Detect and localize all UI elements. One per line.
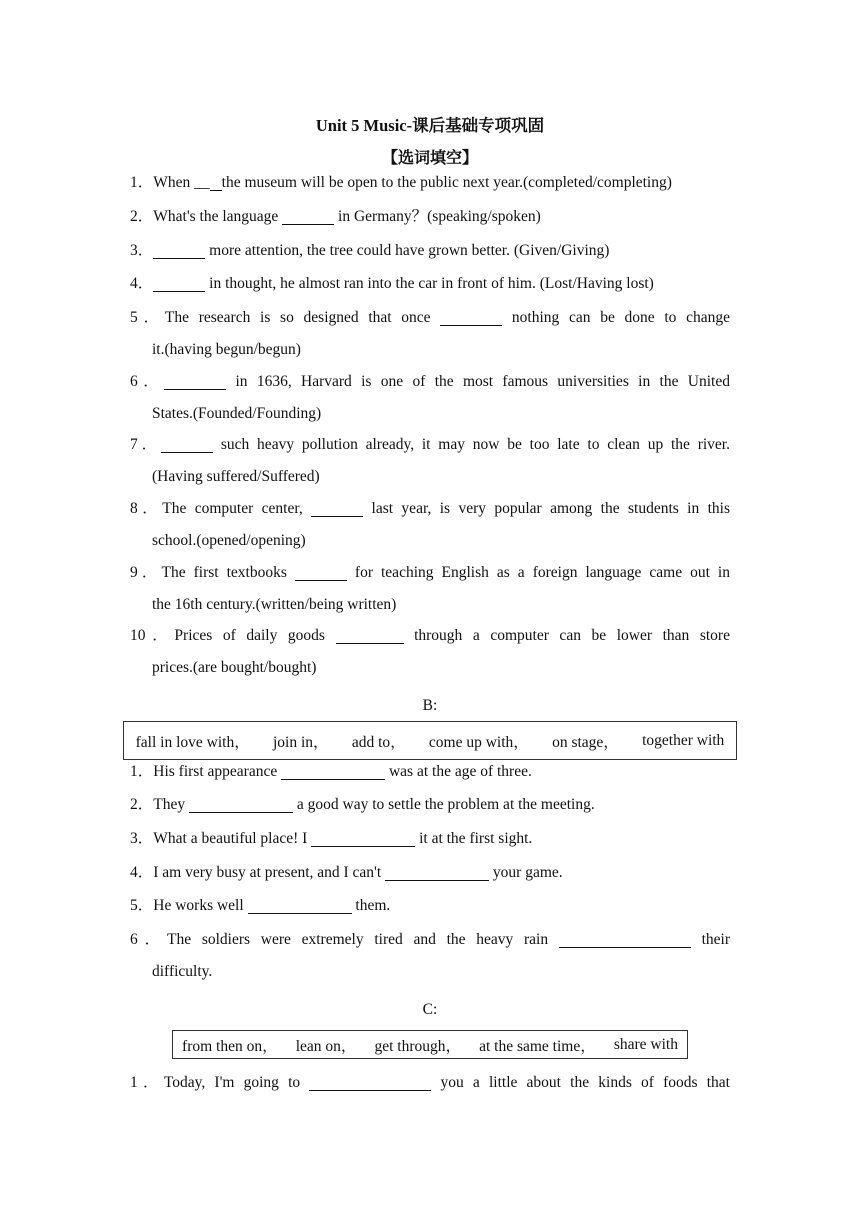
question-a7: 7． such heavy pollution already, it may now be too late to clean up the river. (Having suffered/Suffered) (130, 436, 730, 485)
page-title: Unit 5 Music-课后基础专项巩固 (315, 116, 545, 135)
answer-blank[interactable] (309, 1072, 431, 1091)
question-a9: 9．The first textbooks for teaching English as a foreign language came out in the 16th century.(written/being written) (130, 564, 730, 613)
question-a5: 5．The research is so designed that once nothing can be done to change it.(having begun/begun) (130, 309, 730, 358)
word-option: lean on， (295, 1037, 357, 1055)
answer-blank[interactable] (161, 434, 213, 453)
section-b-label: B: (422, 697, 438, 714)
question-a2: 2．What's the language in Germany？(speaking/spoken) (130, 208, 541, 225)
answer-blank[interactable] (559, 929, 691, 948)
answer-blank[interactable] (281, 761, 385, 780)
answer-blank[interactable] (385, 862, 489, 881)
answer-blank[interactable] (311, 828, 415, 847)
word-option: fall in love with， (135, 733, 250, 751)
question-b2: 2．They a good way to settle the problem at the meeting. (130, 796, 595, 813)
question-b3: 3．What a beautiful place! I it at the first sight. (130, 830, 533, 847)
word-option: from then on， (182, 1037, 278, 1055)
question-a1: 1．When __ the museum will be open to the public next year.(completed/completing) (130, 174, 672, 191)
word-bank-c (172, 1030, 688, 1059)
question-a3: 3． more attention, the tree could have grown better. (Given/Giving) (130, 242, 610, 259)
question-a8: 8．The computer center, last year, is very popular among the students in this school.(opened/opening) (130, 500, 730, 549)
question-b4: 4．I am very busy at present, and I can't your game. (130, 864, 563, 881)
question-c1: 1．Today, I'm going to you a little about the kinds of foods that (130, 1074, 730, 1091)
answer-blank[interactable] (282, 206, 334, 225)
question-a10: 10．Prices of daily goods through a computer can be lower than store prices.(are bought/bought) (130, 627, 730, 676)
word-option: come up with， (428, 733, 529, 751)
question-b1: 1．His first appearance was at the age of three. (130, 763, 532, 780)
answer-blank[interactable] (164, 371, 226, 390)
word-option: add to， (351, 733, 406, 751)
section-heading: 【选词填空】 (381, 150, 478, 167)
question-a4: 4． in thought, he almost ran into the car in front of him. (Lost/Having lost) (130, 275, 654, 292)
answer-blank[interactable] (440, 307, 502, 326)
section-c-label: C: (422, 1001, 438, 1018)
answer-blank[interactable] (153, 273, 205, 292)
answer-blank[interactable] (336, 625, 404, 644)
answer-blank[interactable] (189, 794, 293, 813)
answer-blank[interactable] (248, 895, 352, 914)
word-option: join in， (273, 733, 329, 751)
word-option: get through， (374, 1037, 461, 1055)
word-option: share with (613, 1035, 678, 1053)
answer-blank[interactable] (153, 240, 205, 259)
answer-blank[interactable] (210, 172, 222, 191)
word-option: on stage， (552, 733, 619, 751)
answer-blank[interactable] (311, 498, 363, 517)
word-option: at the same time， (479, 1037, 596, 1055)
question-b6: 6．The soldiers were extremely tired and the heavy rain their difficulty. (130, 931, 730, 980)
question-a6: 6． in 1636, Harvard is one of the most famous universities in the United States.(Founded/Founding) (130, 373, 730, 422)
question-b5: 5．He works well them. (130, 897, 391, 914)
word-option: together with (642, 731, 725, 749)
word-bank-b (123, 721, 737, 760)
answer-blank[interactable] (295, 562, 347, 581)
